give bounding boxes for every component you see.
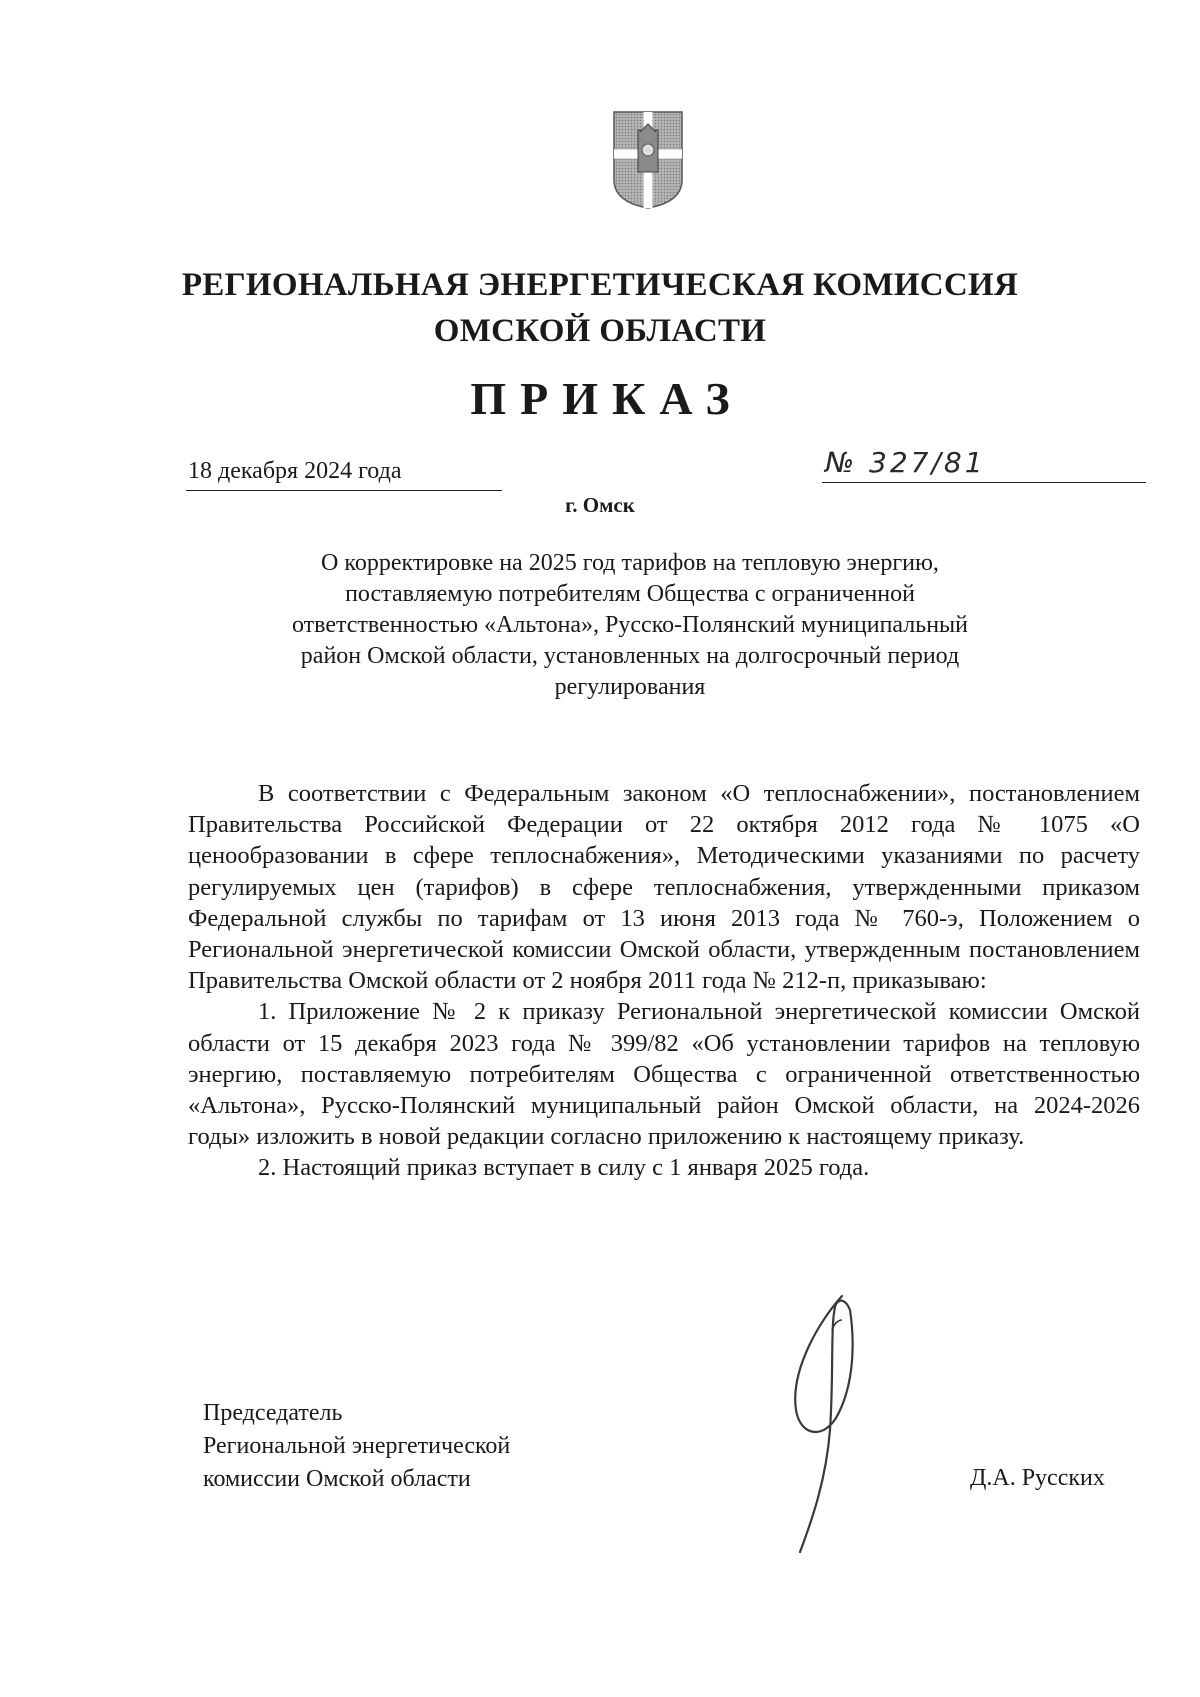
- position-line: Председатель: [203, 1400, 343, 1426]
- item-2-paragraph: 2. Настоящий приказ вступает в силу с 1 января 2025 года.: [258, 1154, 870, 1182]
- signatory-name: Д.А. Русских: [970, 1465, 1105, 1491]
- date-underline: [186, 490, 502, 491]
- organization-name: [0, 262, 1200, 354]
- title-line: район Омской области, установленных на долгосрочный период: [300, 643, 960, 669]
- position-line: комиссии Омской области: [203, 1466, 471, 1492]
- order-body: [188, 778, 1140, 1184]
- order-number: № 327/81: [825, 446, 986, 479]
- position-line: Региональной энергетической: [203, 1433, 511, 1459]
- document-type: ПРИКАЗ: [470, 373, 744, 424]
- title-line: регулирования: [554, 674, 706, 700]
- city: г. Омск: [565, 493, 635, 517]
- organization-name-line2: ОМСКОЙ ОБЛАСТИ: [433, 313, 767, 349]
- preamble-paragraph: В соответствии с Федеральным законом «О теплоснабжении», постановлением Правительства Российской Федерации от 22 октября 2012 года № 1075 «О ценообразовании в сфере теплоснабжения», Методическими указаниями по расчету регулируемых цен (тарифов) в сфере теплоснабжения, утвержденными приказом Федеральной службы по тарифам от 13 июня 2013 года № 760-э, Положением о Региональной энергетической комиссии Омской области, утвержденным постановлением Правительства Омской области от 2 ноября 2011 года № 212-п, приказываю:: [188, 780, 1140, 995]
- order-date: 18 декабря 2024 года: [188, 458, 402, 484]
- organization-name-line1: РЕГИОНАЛЬНАЯ ЭНЕРГЕТИЧЕСКАЯ КОМИССИЯ: [181, 267, 1019, 303]
- signatory-position: [203, 1397, 510, 1496]
- item-1-paragraph: 1. Приложение № 2 к приказу Региональной энергетической комиссии Омской области от 15 декабря 2023 года № 399/82 «Об установлении тарифов на тепловую энергию, поставляемую потребителям Общества с ограниченной ответственностью «Альтона», Русско-Полянский муниципальный район Омской области, на 2024-2026 годы» изложить в новой редакции согласно приложению к настоящему приказу.: [188, 998, 1140, 1151]
- title-line: О корректировке на 2025 год тарифов на тепловую энергию,: [321, 550, 939, 576]
- title-line: ответственностью «Альтона», Русско-Полянский муниципальный: [291, 612, 969, 638]
- coat-of-arms-icon: [612, 110, 684, 210]
- number-underline: [822, 482, 1146, 483]
- order-title: [230, 548, 1030, 703]
- signature-icon: [760, 1290, 900, 1560]
- title-line: поставляемую потребителям Общества с ограниченной: [345, 581, 915, 607]
